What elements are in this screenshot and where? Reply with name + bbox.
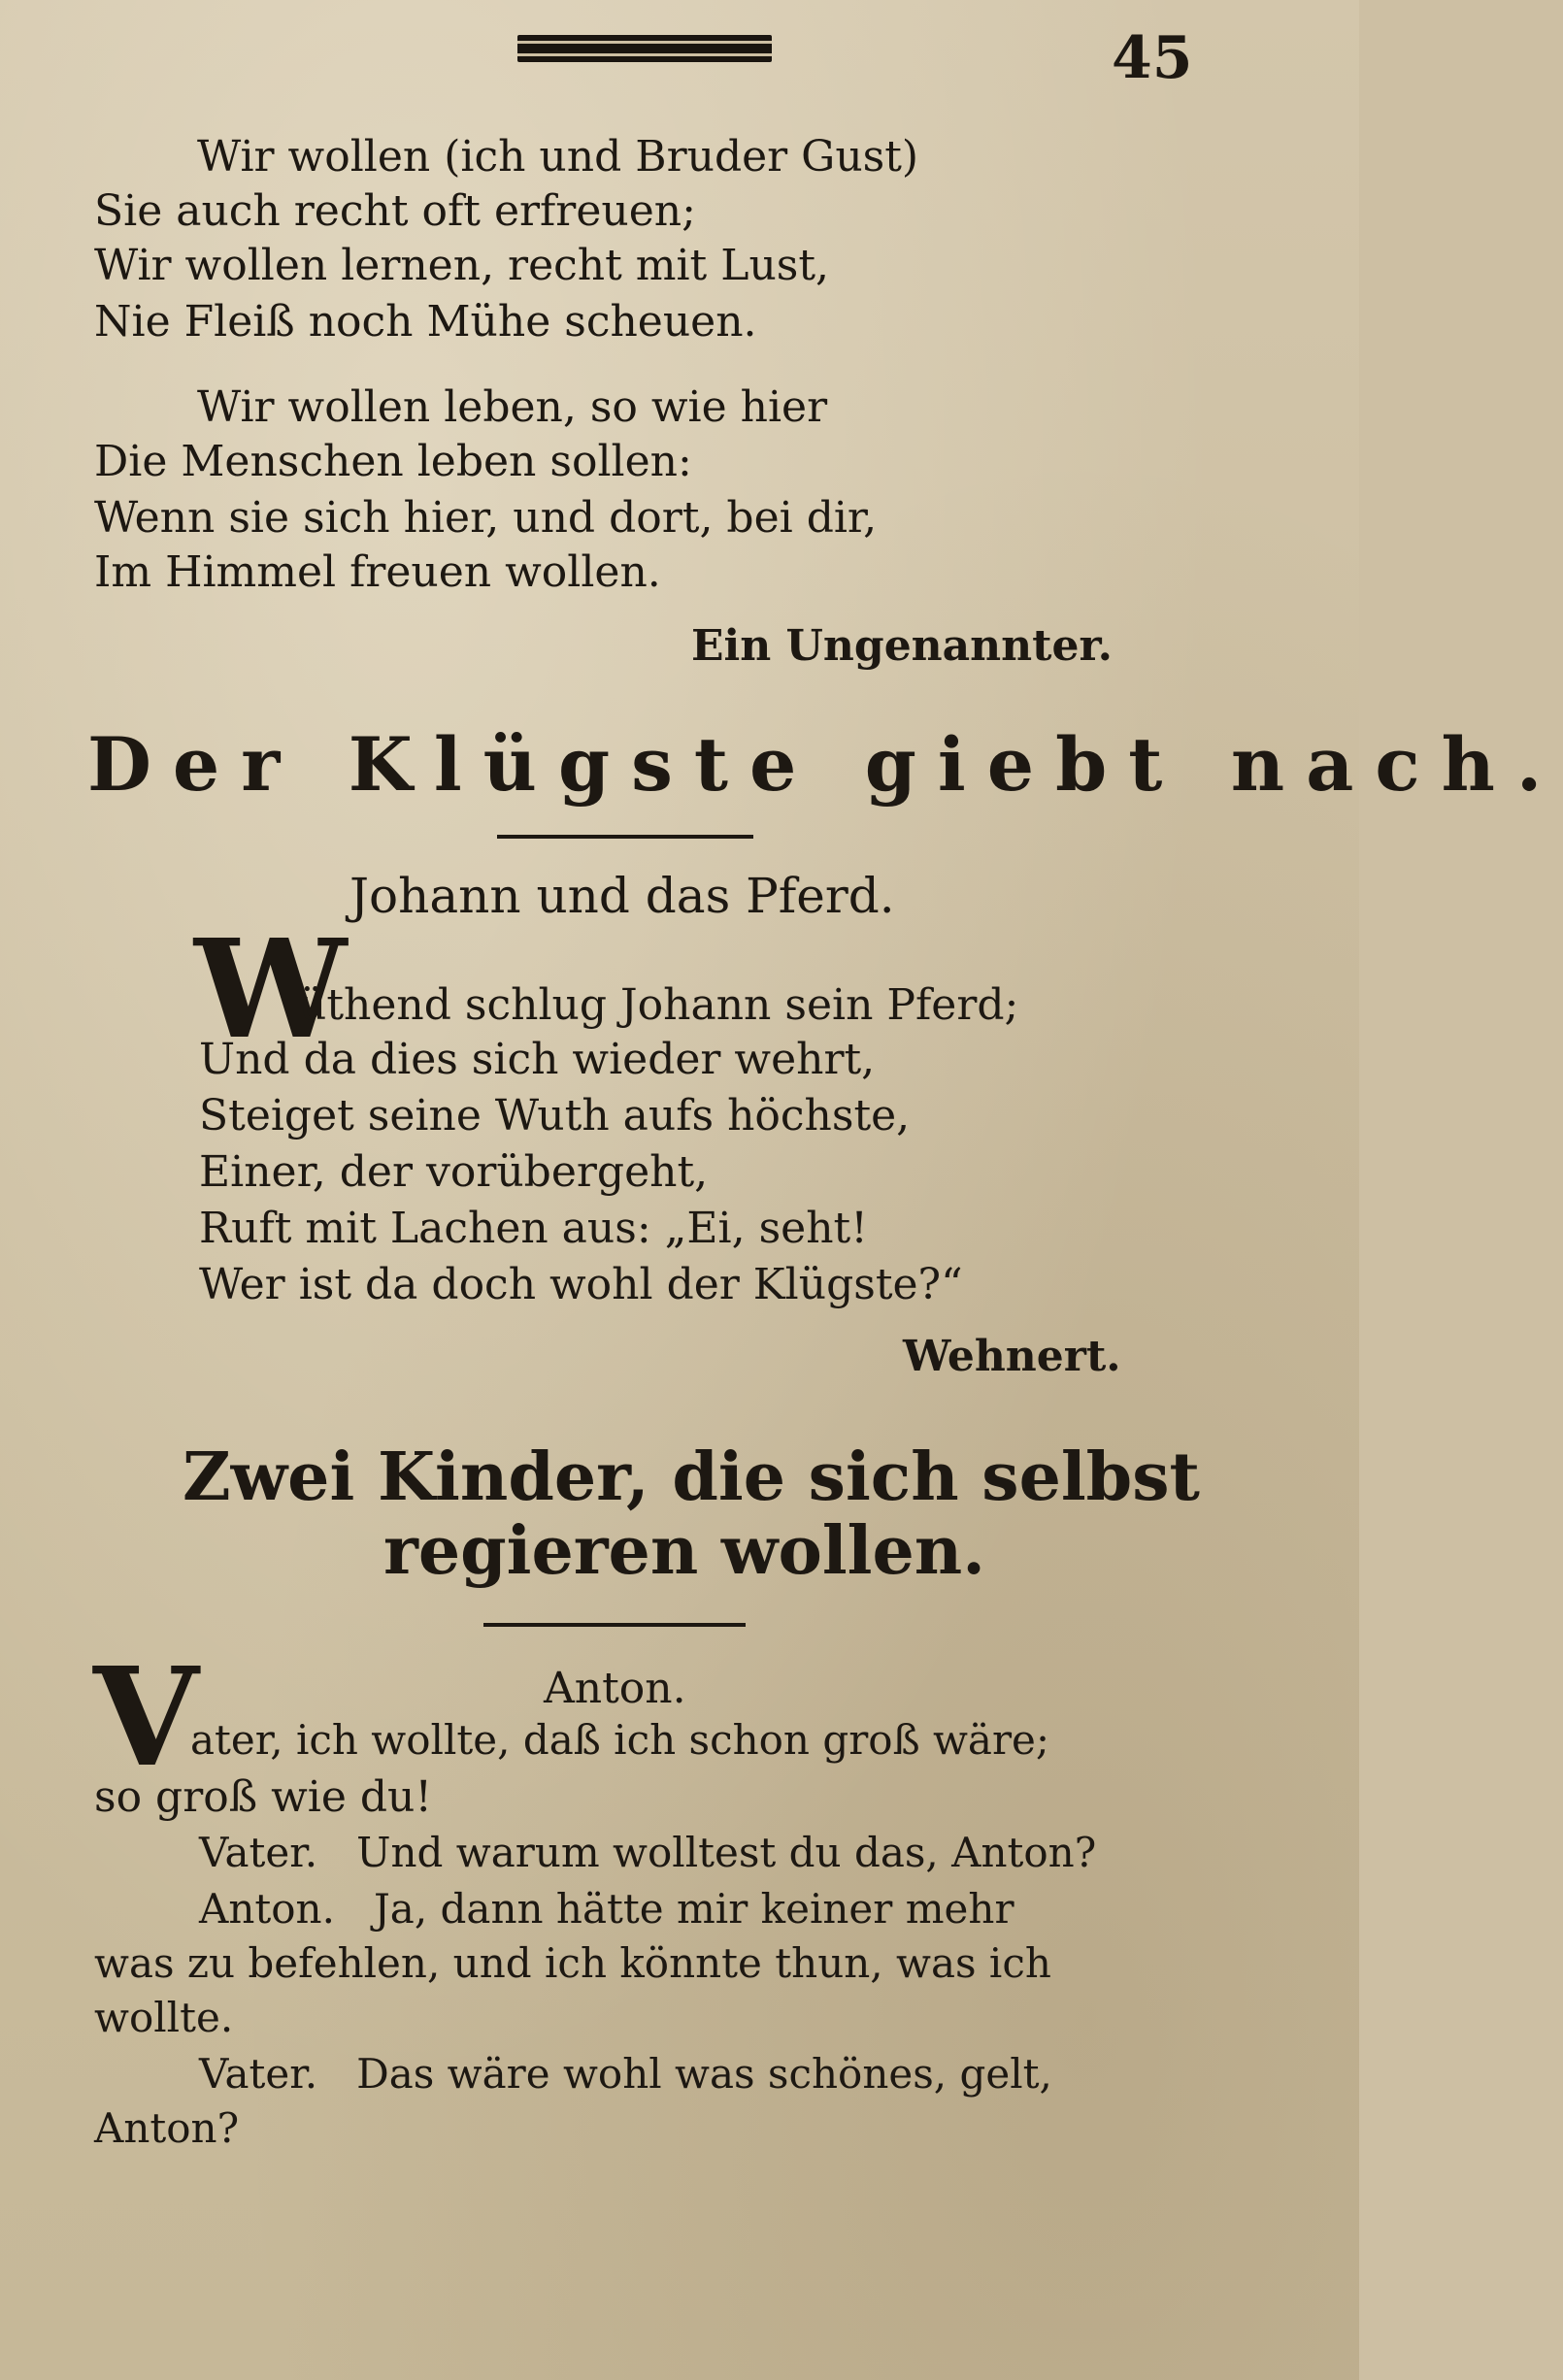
dialogue-text: Und warum wolltest du das, Anton? — [356, 1829, 1097, 1876]
drop-cap: V — [93, 1638, 199, 1798]
poem-line: Im Himmel freuen wollen. — [94, 547, 661, 597]
section-title-line: regieren wollen. — [383, 1512, 985, 1590]
poem-signature: Ein Ungenannter. — [691, 621, 1113, 671]
poem-line: Sie auch recht oft erfreuen; — [94, 186, 696, 236]
section-title-line: Zwei Kinder, die sich selbst — [183, 1438, 1200, 1516]
header-ornament-rule — [517, 35, 772, 62]
section-title: Der Klügste giebt nach. — [87, 721, 1563, 808]
dialogue-text: Das wäre wohl was schönes, gelt, — [356, 2050, 1052, 2098]
poem-line: üthend schlug Johann sein Pferd; — [299, 980, 1019, 1030]
poem-line: Wenn sie sich hier, und dort, bei dir, — [94, 493, 878, 543]
dialogue-line — [199, 2050, 1052, 2098]
divider-rule — [497, 835, 753, 839]
poem-line: Die Menschen leben sollen: — [94, 437, 692, 486]
drop-cap: W — [194, 910, 348, 1070]
poem-line: Einer, der vorübergeht, — [199, 1147, 709, 1197]
poem-line: Wir wollen lernen, recht mit Lust, — [94, 241, 830, 290]
prose-line: so groß wie du! — [94, 1772, 433, 1822]
speaker-name: Vater. — [199, 2050, 318, 2098]
poem-signature: Wehnert. — [903, 1332, 1121, 1381]
dialogue-line: wollte. — [94, 1994, 234, 2041]
poem-line: Und da dies sich wieder wehrt, — [199, 1035, 876, 1084]
dialogue-line — [199, 1885, 1014, 1933]
poem-line: Nie Fleiß noch Mühe scheuen. — [94, 297, 757, 347]
poem-line: Wer ist da doch wohl der Klügste?“ — [199, 1260, 963, 1309]
speaker-name: Anton. — [544, 1664, 686, 1713]
section-subtitle: Johann und das Pferd. — [349, 868, 895, 924]
dialogue-line: Anton? — [94, 2104, 240, 2152]
dialogue-line: was zu befehlen, und ich könnte thun, was ich — [94, 1939, 1051, 1987]
poem-line: Wir wollen (ich und Bruder Gust) — [197, 132, 919, 182]
dialogue-text: Ja, dann hätte mir keiner mehr — [373, 1885, 1014, 1933]
speaker-name: Anton. — [199, 1885, 335, 1933]
poem-line: Wir wollen leben, so wie hier — [197, 382, 828, 432]
divider-rule — [483, 1623, 746, 1627]
poem-line: Ruft mit Lachen aus: „Ei, seht! — [199, 1204, 868, 1253]
page-number: 45 — [1112, 24, 1193, 92]
prose-line: ater, ich wollte, daß ich schon groß wäre; — [190, 1716, 1050, 1764]
speaker-name: Vater. — [199, 1829, 318, 1876]
poem-line: Steiget seine Wuth aufs höchste, — [199, 1091, 911, 1140]
dialogue-line — [199, 1829, 1097, 1876]
